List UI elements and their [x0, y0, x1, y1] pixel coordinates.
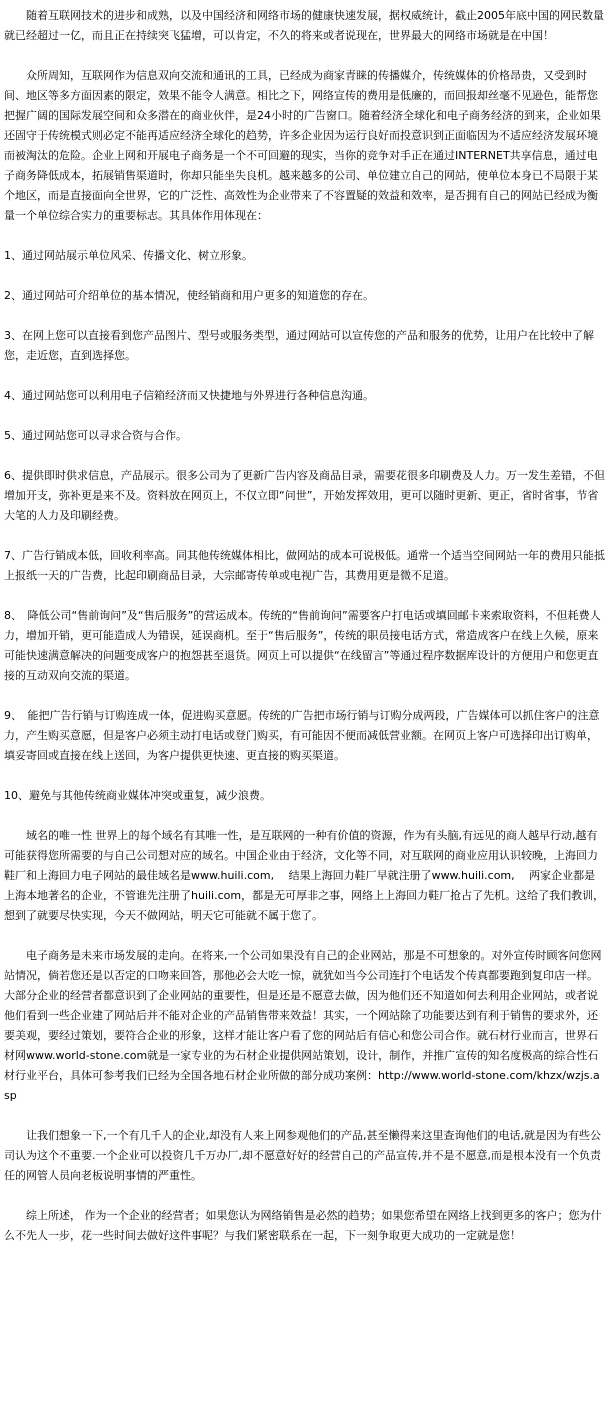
ecommerce-paragraph: 电子商务是未来市场发展的走向。在将来,一个公司如果没有自己的企业网站，那是不可想象的。对外宣传时顾客问您网站情况，倘若您还是以否定的口吻来回答，那他必会大吃一惊，就犹如当今公司连打个电话发个传真都要跑到复印店一样。大部分企业的经营者都意识到了企业网站的重要性，但是还是不愿意去做，因为他们还不知道如何去利用企业网站，或者说他们看到一些企业建了网站后并不能对企业的产品销售带来效益！其实，一个网站除了功能要达到有利于销售的要求外，还要美观，要经过策划，要符合企业的形象，这样才能让客户看了您的网站后有信心和您公司合作。就石材行业而言，世界石材网www.world-stone.com就是一家专业的为石材企业提供网站策划，设计，制作，并推广宣传的知名度极高的综合性石材行业平台，具体可参考我们已经为全国各地石材企业所做的部分成功案例：http://www.world-stone.com/khzx/wzjs.asp	[4, 949, 602, 1102]
summary-paragraph: 综上所述， 作为一个企业的经营者；如果您认为网络销售是必然的趋势；如果您希望在网络上找到更多的客户；您为什么不先人一步，花一些时间去做好这件事呢？与我们紧密联系在一起，下一刻争取更大成功的一定就是您！	[4, 1209, 602, 1242]
domain-paragraph: 域名的唯一性 世界上的每个域名有其唯一性，是互联网的一种有价值的资源，作为有头脑,有远见的商人越早行动,越有可能获得您所需要的与自己公司想对应的域名。中国企业由于经济，文化等不同，对互联网的商业应用认识较晚，上海回力鞋厂和上海回力电子网站的最佳域名是www.huili.com, 结果上海回力鞋厂早就注册了www.huili.com, 两家企业都是上海本地著名的企业，不管谁先注册了huili.com，都是无可厚非之事，网络上上海回力鞋厂抢占了先机。这给了我们教训，想到了就要尽快实现，今天不做网站，明天它可能就不属于您了。	[4, 829, 605, 922]
list-item: 8、 降低公司“售前询问”及“售后服务”的营运成本。传统的“售前询问”需要客户打电话或填回邮卡来索取资料，不但耗费人力，增加开销，更可能造成人为错误，延误商机。至于“售后服务”，传统的职员接电话方式，常造成客户在线上久候，原来可能快速满意解决的问题变成客户的抱怨甚至退货。网页上可以提供“在线留言”等通过程序数据库设计的方便用户和您更直接的互动双向交流的渠道。	[4, 609, 601, 682]
list-item: 5、通过网站您可以寻求合资与合作。	[4, 429, 187, 442]
list-item: 2、通过网站可介绍单位的基本情况，使经销商和用户更多的知道您的存在。	[4, 289, 374, 302]
list-item: 1、通过网站展示单位风采、传播文化、树立形象。	[4, 249, 253, 262]
list-item: 3、在网上您可以直接看到您产品图片、型号或服务类型，通过网站可以宣传您的产品和服务的优势，让用户在比较中了解您，走近您，直到选择您。	[4, 329, 594, 362]
intro-paragraph: 随着互联网技术的进步和成熟，以及中国经济和网络市场的健康快速发展，据权威统计，截止2005年底中国的网民数量就已经超过一亿，而且正在持续突飞猛增，可以肯定，不久的将来或者说现在，世界最大的网络市场就是在中国！	[4, 9, 604, 42]
list-item: 7、广告行销成本低，回收利率高。同其他传统媒体相比，做网站的成本可说极低。通常一个适当空间网站一年的费用只能抵上报纸一天的广告费，比起印刷商品目录，大宗邮寄传单或电视广告，其费用更是微不足道。	[4, 549, 605, 582]
list-item: 10、避免与其他传统商业媒体冲突或重复，减少浪费。	[4, 789, 271, 802]
list-item: 4、通过网站您可以利用电子信箱经济而又快捷地与外界进行各种信息沟通。	[4, 389, 374, 402]
imagine-paragraph: 让我们想象一下,一个有几千人的企业,却没有人来上网参观他们的产品,甚至懒得来这里查询他们的电话,就是因为有些公司认为这个不重要.一个企业可以投资几千万办厂,却不愿意好好的经营自己的产品宣传,并不是不愿意,而是根本没有一个负责任的网管人员向老板说明事情的严重性。	[4, 1129, 601, 1182]
list-item: 6、提供即时供求信息，产品展示。很多公司为了更新广告内容及商品目录，需要花很多印刷费及人力。万一发生差错，不但增加开支，弥补更是来不及。资料放在网页上，不仅立即“问世”，开始发挥效用，更可以随时更新、更正，省时省事，节省大笔的人力及印刷经费。	[4, 469, 605, 522]
list-item: 9、 能把广告行销与订购连成一体，促进购买意愿。传统的广告把市场行销与订购分成两段，广告媒体可以抓住客户的注意力，产生购买意愿，但是客户必须主动打电话或登门购买，有可能因不便而减低营业额。在网页上客户可选择印出订购单，填妥寄回或直接在线上送回，为客户提供更快速、更直接的购买渠道。	[4, 709, 600, 762]
intro-paragraph: 众所周知，互联网作为信息双向交流和通讯的工具，已经成为商家青睐的传播媒介，传统媒体的价格昂贵，又受到时间、地区等多方面因素的限定，效果不能令人满意。相比之下，网络宣传的费用是低廉的，而回报却丝毫不见逊色，能帮您把握广阔的国际发展空间和众多潜在的商业伙伴，是24小时的广告窗口。随着经济全球化和电子商务经济的到来，企业如果还固守于传统模式则必定不能再适应经济全球化的趋势，许多企业因为运行良好而投意识到正面临因为不适应经济发展环境而被淘汰的危险。企业上网和开展电子商务是一个不可回避的现实，当你的竞争对手正在通过INTERNET共享信息，通过电子商务降低成本，拓展销售渠道时，你却只能坐失良机。越来越多的公司、单位建立自己的网站，使单位本身已不局限于某个地区，而是直接面向全世界，它的广泛性、高效性为企业带来了不容置疑的效益和效率，是否拥有自己的网站已经成为衡量一个单位综合实力的重要标志。其具体作用体现在：	[4, 69, 601, 222]
